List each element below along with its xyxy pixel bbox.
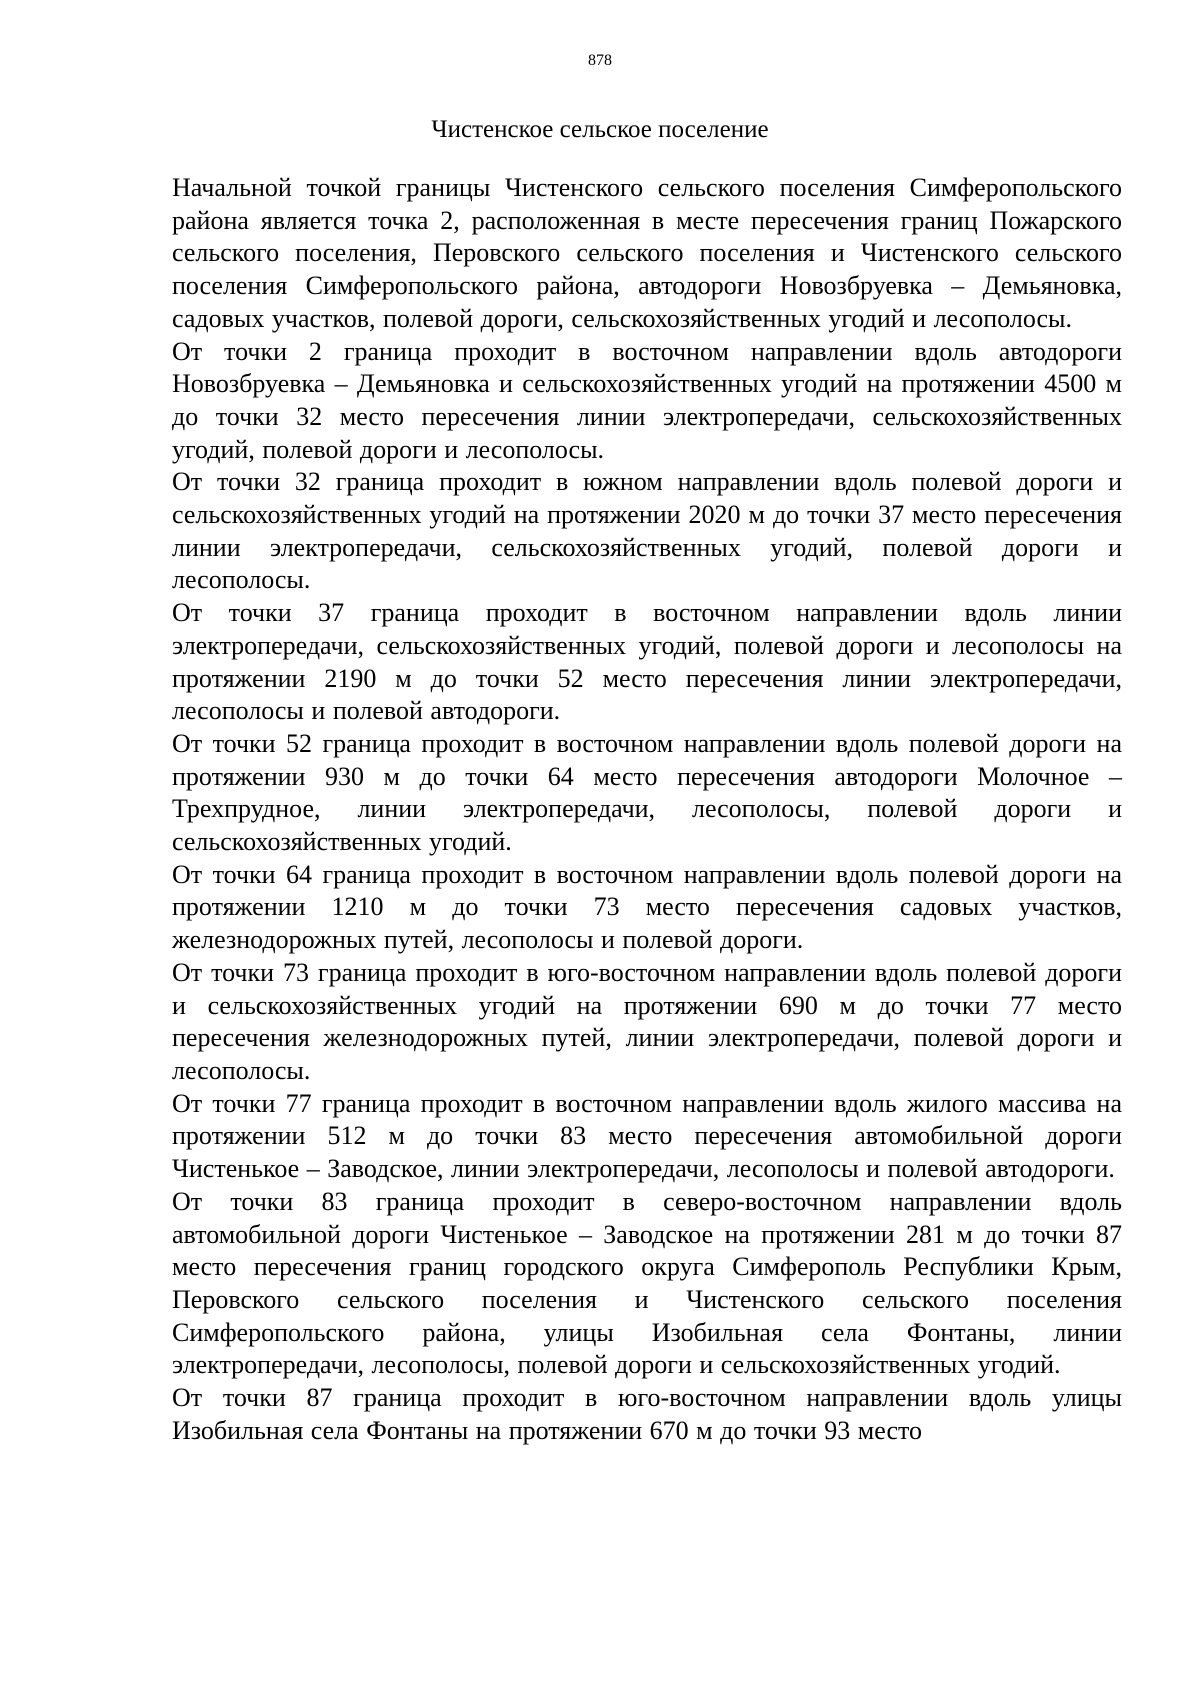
page-number: 878 xyxy=(588,52,612,69)
paragraph-4: От точки 37 граница проходит в восточном направлении вдоль линии электропередачи, сельскохозяйственных угодий, полевой дороги и лесополосы на протяжении 2190 м до точки 52 место пересечения линии электропередачи, лесополосы и полевой автодороги. xyxy=(172,598,1122,726)
paragraph-7: От точки 73 граница проходит в юго-восточном направлении вдоль полевой дороги и сельскохозяйственных угодий на протяжении 690 м до точки 77 место пересечения железнодорожных путей, линии электропередачи, полевой дороги и лесополосы. xyxy=(172,957,1122,1085)
paragraph-6: От точки 64 граница проходит в восточном направлении вдоль полевой дороги на протяжении 1210 м до точки 73 место пересечения садовых участков, железнодорожных путей, лесополосы и полевой дороги. xyxy=(172,859,1122,955)
paragraph-3: От точки 32 граница проходит в южном направлении вдоль полевой дороги и сельскохозяйственных угодий на протяжении 2020 м до точки 37 место пересечения линии электропередачи, сельскохозяйственных угодий, полевой дороги и лесополосы. xyxy=(172,467,1122,595)
paragraph-1: Начальной точкой границы Чистенского сельского поселения Симферопольского района является точка 2, расположенная в месте пересечения границ Пожарского сельского поселения, Перовского сельского поселения и Чистенского сельского поселения Симферопольского района, автодороги Новозбруевка – Демьяновка, садовых участков, полевой дороги, сельскохозяйственных угодий и лесополосы. xyxy=(172,173,1122,333)
document-title: Чистенское сельское поселение xyxy=(431,116,769,143)
paragraph-2: От точки 2 граница проходит в восточном направлении вдоль автодороги Новозбруевка – Демьяновка и сельскохозяйственных угодий на протяжении 4500 м до точки 32 место пересечения линии электропередачи, сельскохозяйственных угодий, полевой дороги и лесополосы. xyxy=(172,336,1122,464)
paragraph-5: От точки 52 граница проходит в восточном направлении вдоль полевой дороги на протяжении 930 м до точки 64 место пересечения автодороги Молочное – Трехпрудное, линии электропередачи, лесополосы, полевой дороги и сельскохозяйственных угодий. xyxy=(172,728,1122,857)
document-body xyxy=(172,172,1122,1447)
paragraph-10: От точки 87 граница проходит в юго-восточном направлении вдоль улицы Изобильная села Фонтаны на протяжении 670 м до точки 93 место xyxy=(172,1383,1122,1445)
paragraph-8: От точки 77 граница проходит в восточном направлении вдоль жилого массива на протяжении 512 м до точки 83 место пересечения автомобильной дороги Чистенькое – Заводское, линии электропередачи, лесополосы и полевой автодороги. xyxy=(172,1088,1122,1184)
paragraph-9: От точки 83 граница проходит в северо-восточном направлении вдоль автомобильной дороги Чистенькое – Заводское на протяжении 281 м до точки 87 место пересечения границ городского округа Симферополь Республики Крым, Перовского сельского поселения и Чистенского сельского поселения Симферопольского района, улицы Изобильная села Фонтаны, линии электропередачи, лесополосы, полевой дороги и сельскохозяйственных угодий. xyxy=(172,1186,1122,1380)
